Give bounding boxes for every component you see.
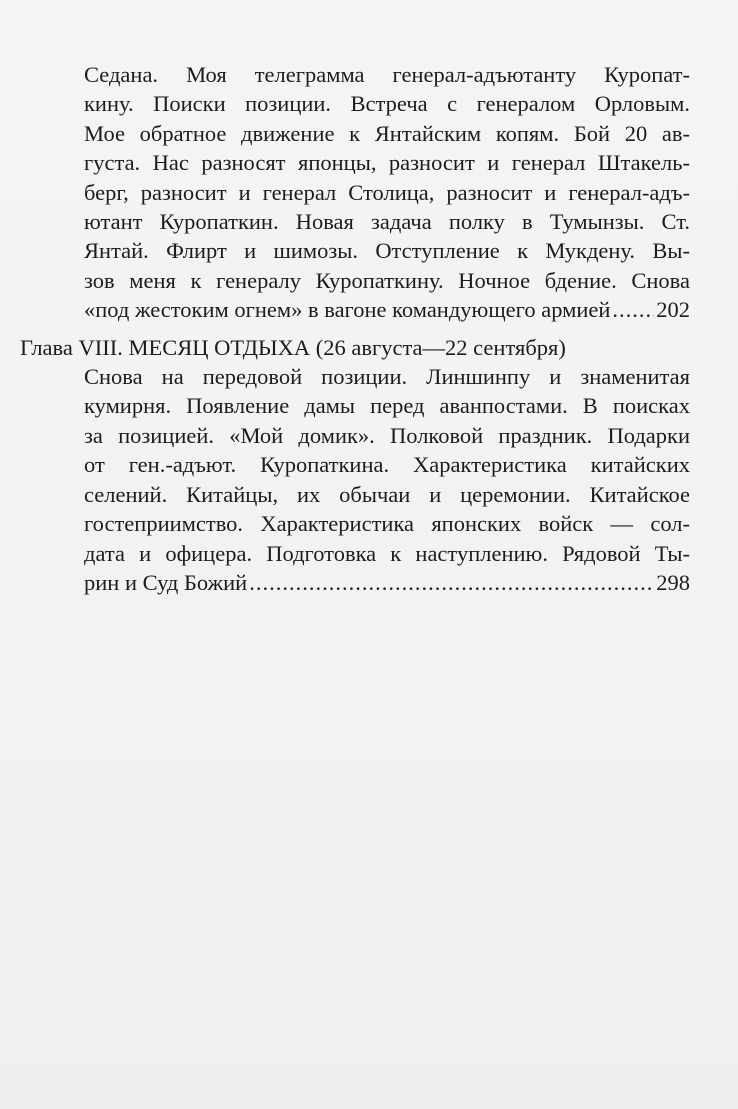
toc-line: Янтай. Флирт и шимозы. Отступление к Мукдену. Вы- — [84, 238, 690, 264]
toc-line: густа. Нас разносят японцы, разносит и генерал Штакель- — [84, 150, 690, 176]
toc-line: гостеприимство. Характеристика японских войск — сол- — [84, 511, 690, 537]
toc-line: кину. Поиски позиции. Встреча с генералом Орловым. — [84, 91, 690, 117]
toc-entry-continued — [80, 60, 690, 325]
toc-line: дата и офицера. Подготовка к наступлению. Рядовой Ты- — [84, 540, 690, 566]
toc-line: ютант Куропаткин. Новая задача полку в Тумынзы. Ст. — [84, 209, 690, 235]
page-number: 298 — [656, 569, 690, 595]
chapter-heading: Глава VIII. МЕСЯЦ ОТДЫХА (26 августа—22 сентября) — [20, 334, 566, 360]
toc-line: Мое обратное движение к Янтайским копям. Бой 20 ав- — [84, 120, 690, 146]
toc-line: берг, разносит и генерал Столица, разносит и генерал-адъ- — [84, 179, 690, 205]
toc-line: селений. Китайцы, их обычаи и церемонии. Китайское — [84, 481, 690, 507]
table-of-contents — [20, 60, 690, 597]
dot-leader — [612, 295, 654, 324]
toc-leader-line — [84, 295, 690, 324]
page-number: 202 — [656, 297, 690, 323]
toc-line: зов меня к генералу Куропаткину. Ночное бдение. Снова — [84, 267, 690, 293]
toc-chapter-8 — [20, 333, 690, 598]
toc-line-last: рин и Суд Божий — [84, 569, 248, 595]
toc-line: за позицией. «Мой домик». Полковой праздник. Подарки — [84, 422, 690, 448]
toc-line: Снова на передовой позиции. Линшинпу и знаменитая — [84, 364, 690, 390]
toc-line: Седана. Моя телеграмма генерал-адъютанту Куропат- — [84, 62, 690, 87]
toc-line: кумирня. Появление дамы перед аванпостами. В поисках — [84, 393, 690, 419]
toc-leader-line — [84, 568, 690, 597]
dot-leader — [249, 568, 654, 597]
toc-line-last: «под жестоким огнем» в вагоне командующего армией — [84, 297, 611, 323]
toc-line: от ген.-адъют. Куропаткина. Характеристика китайских — [84, 452, 690, 478]
chapter-summary — [80, 362, 690, 597]
